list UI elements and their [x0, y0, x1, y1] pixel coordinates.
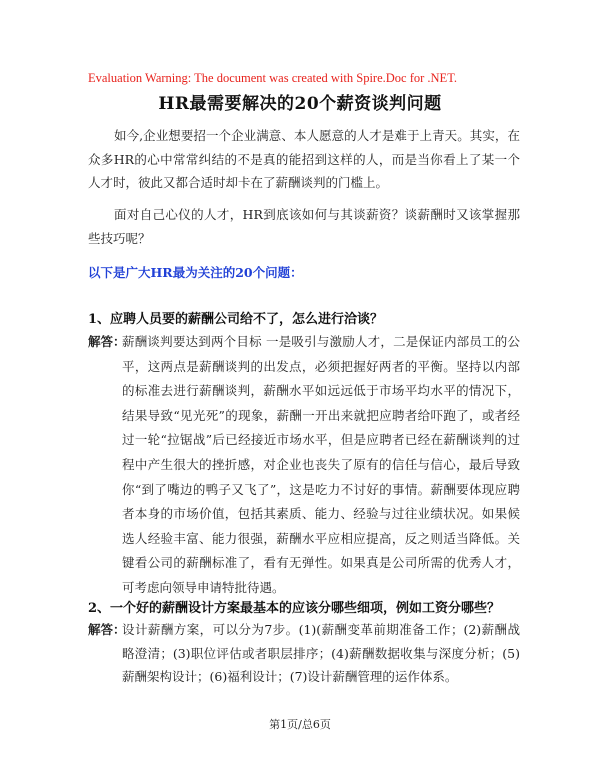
- answer-block: [88, 330, 520, 601]
- answer-label: 解答：: [88, 334, 126, 349]
- answer-text: 薪酬谈判要达到两个目标 一是吸引与激励人才，二是保证内部员工的公平，这两点是薪酬谈判的出发点，必须把握好两者的平衡。坚持以内部的标准去进行薪酬谈判，薪酬水平如远远低于市场平均水平的情况下，结果导致“见光死”的现象，薪酬一开出来就把应聘者给吓跑了，或者经过一轮“拉锯战”后已经接近市场水平，但是应聘者已经在薪酬谈判的过程中产生很大的挫折感，对企业也丧失了原有的信任与信心，最后导致你“到了嘴边的鸭子又飞了”，这是吃力不讨好的事情。薪酬要体现应聘者本身的市场价值，包括其素质、能力、经验与过往业绩状况。如果候选人经验丰富、能力很强，薪酬水平应相应提高，反之则适当降低。关键看公司的薪酬标准了，看有无弹性。如果真是公司所需的优秀人才，可考虑向领导申请特批待遇。: [122, 334, 520, 595]
- answer-text: 设计薪酬方案，可以分为7步。(1)(薪酬变革前期准备工作；(2)薪酬战略澄清；(3)职位评估或者职层排序；(4)薪酬数据收集与深度分析；(5)薪酬架构设计；(6)福利设计；(7)设计薪酬管理的运作体系。: [122, 622, 520, 684]
- section-heading: 以下是广大HR最为关注的20个问题：: [88, 265, 303, 280]
- answer-block: [88, 618, 520, 689]
- evaluation-warning: Evaluation Warning: The document was created with Spire.Doc for .NET.: [88, 71, 458, 85]
- question-heading: 2、一个好的薪酬设计方案最基本的应该分哪些细项，例如工资分哪些？: [88, 601, 501, 616]
- question-heading: 1、应聘人员要的薪酬公司给不了，怎么进行洽谈？: [88, 312, 384, 327]
- intro-paragraph: 如今,企业想要招一个企业满意、本人愿意的人才是难于上青天。其实，在众多HR的心中常常纠结的不是真的能招到这样的人，而是当你看上了某一个人才时，彼此又都合适时却卡在了薪酬谈判的门槛上。: [88, 128, 520, 190]
- intro-paragraph: 面对自己心仪的人才，HR到底该如何与其谈薪资？谈薪酬时又该掌握那些技巧呢？: [88, 207, 520, 246]
- page-title: HR最需要解决的20个薪资谈判问题: [158, 94, 442, 114]
- page-footer: 第1页/总6页: [269, 718, 331, 731]
- answer-label: 解答：: [88, 622, 126, 637]
